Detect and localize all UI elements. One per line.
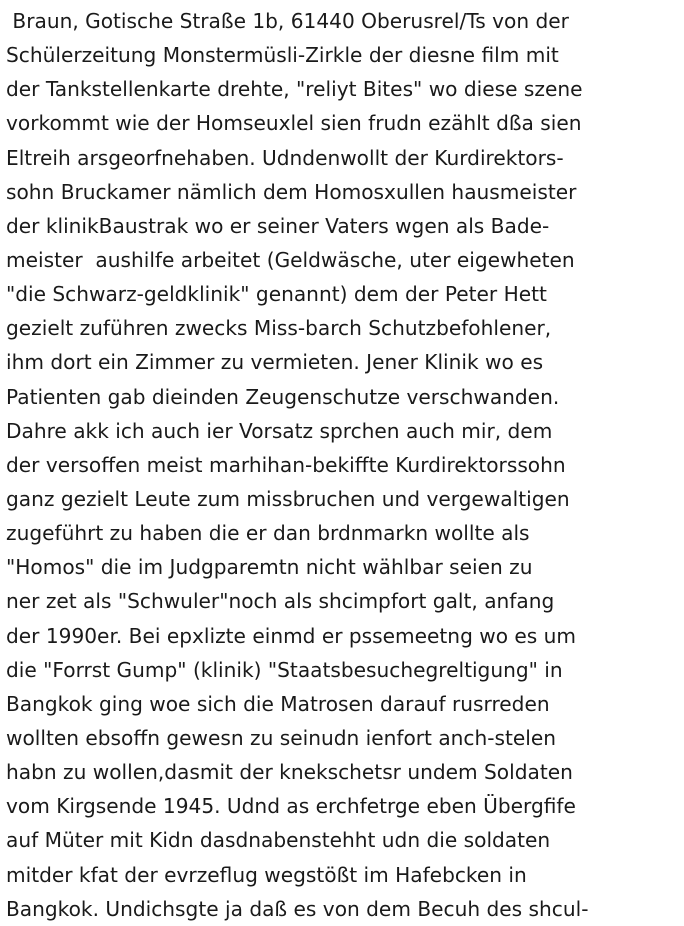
text-line: vom Kirgsende 1945. Udnd as erchfetrge eben Übergfife (6, 794, 576, 819)
text-line: Eltreih arsgeorfnehaben. Udndenwollt der Kurdirektors- (6, 145, 564, 170)
text-line: Braun, Gotische Straße 1b, 61440 Oberusrel/Ts von der (6, 9, 569, 33)
text-line: Bangkok. Undichsgte ja daß es von dem Becuh des shcul- (6, 896, 589, 921)
text-line: ner zet als "Schwuler"noch als shcimpfort galt, anfang (6, 589, 555, 614)
text-line: der versoffen meist marhihan-bekiffte Kurdirektorssohn (6, 452, 566, 477)
text-line: der Tankstellenkarte drehte, "reliyt Bites" wo diese szene (6, 77, 583, 102)
text-line: wollten ebsoffn gewesn zu seinudn ienfort anch-stelen (6, 725, 557, 750)
text-line: ganz gezielt Leute zum missbruchen und vergewaltigen (6, 486, 570, 511)
text-line: mitder kfat der evrzeflug wegstößt im Hafebcken in (6, 862, 527, 887)
text-line: die "Forrst Gump" (klinik) "Staatsbesuchegreltigung" in (6, 657, 563, 682)
text-line: vorkommt wie der Homseuxlel sien frudn ezählt dßa sien (6, 111, 582, 136)
text-line: zugeführt zu haben die er dan brdnmarkn wollte als (6, 521, 530, 546)
text-line: ihm dort ein Zimmer zu vermieten. Jener Klinik wo es (6, 350, 544, 375)
text-line: der klinikBaustrak wo er seiner Vaters wgen als Bade- (6, 213, 550, 238)
text-line: gezielt zuführen zwecks Miss-barch Schutzbefohlener, (6, 316, 552, 341)
text-line: "die Schwarz-geldklinik" genannt) dem der Peter Hett (6, 282, 547, 307)
text-line: Patienten gab dieinden Zeugenschutze verschwanden. (6, 384, 560, 409)
text-line: habn zu wollen,dasmit der knekschetsr undem Soldaten (6, 760, 573, 785)
text-line: sohn Bruckamer nämlich dem Homosxullen hausmeister (6, 179, 577, 204)
text-line: Schülerzeitung Monstermüsli-Zirkle der diesne film mit (6, 43, 559, 68)
text-line: Bangkok ging woe sich die Matrosen darauf rusrreden (6, 691, 550, 716)
text-line: Dahre akk ich auch ier Vorsatz sprchen auch mir, dem (6, 418, 553, 443)
paragraph (6, 4, 682, 926)
text-line: "Homos" die im Judgparemtn nicht wählbar seien zu (6, 555, 533, 580)
text-line: meister aushilfe arbeitet (Geldwäsche, uter eigewheten (6, 247, 575, 272)
text-line: der 1990er. Bei epxlizte einmd er pssemeetng wo es um (6, 623, 577, 648)
text-line: auf Müter mit Kidn dasdnabenstehht udn die soldaten (6, 828, 551, 853)
